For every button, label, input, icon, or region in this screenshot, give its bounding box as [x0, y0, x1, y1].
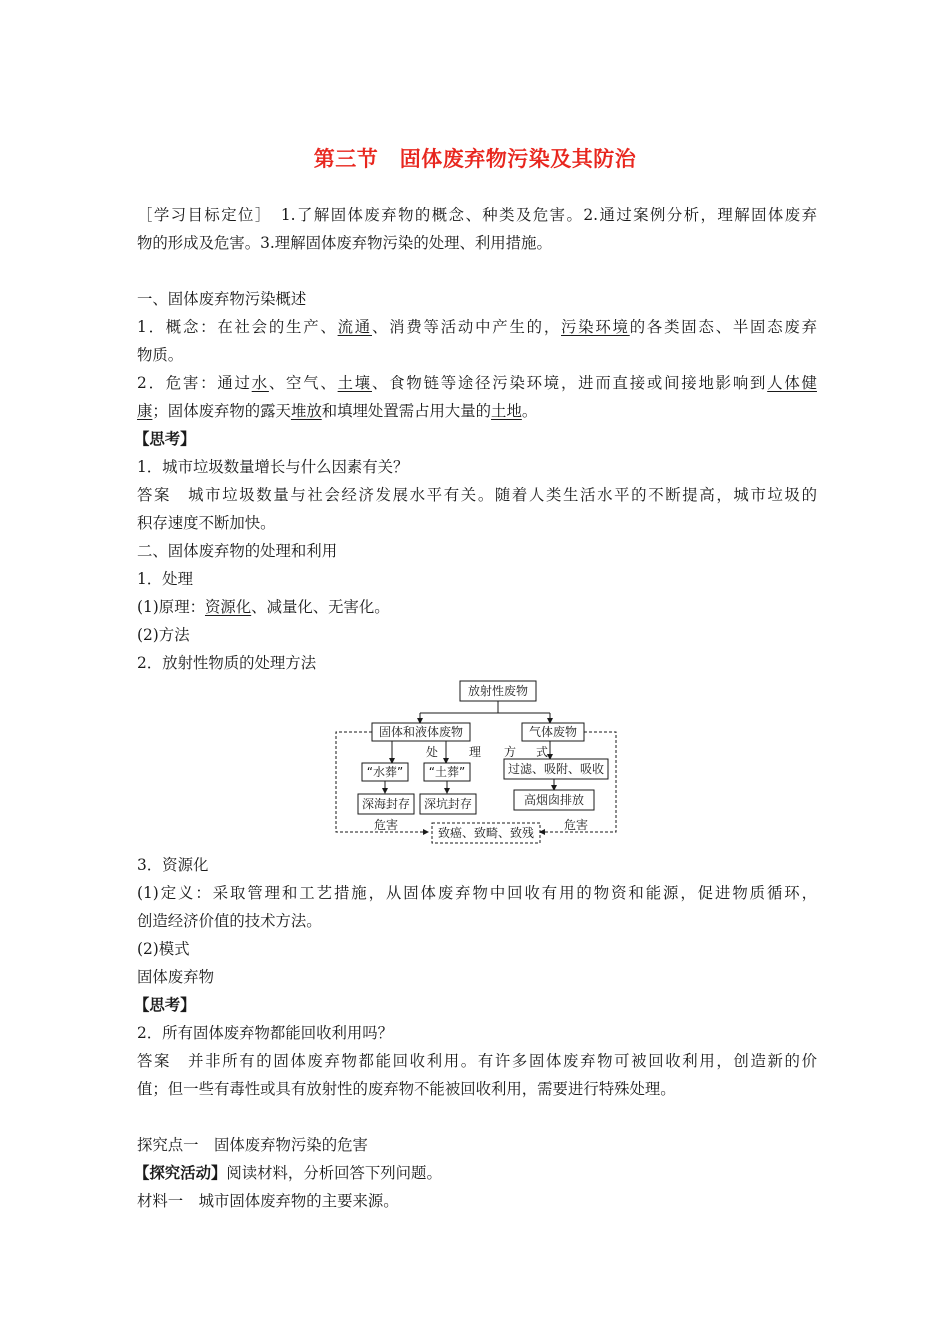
node-result: 致癌、致畸、致残 [437, 826, 535, 840]
answer-2-line-2: 值；但一些有毒性或具有放射性的废弃物不能被回收利用，需要进行特殊处理。 [137, 1080, 676, 1098]
text-block-lower [134, 851, 817, 1215]
definition-line-1: (1)定义：采取管理和工艺措施，从固体废弃物中回收有用的物资和能源，促进物质循环， [137, 884, 817, 902]
activity-label: 【探究活动】 [134, 1164, 227, 1182]
text-block-upper [134, 201, 817, 677]
answer-1-line-1: 答案 城市垃圾数量与社会经济发展水平有关。随着人类生活水平的不断提高，城市垃圾的 [137, 486, 817, 504]
node-tall-chimney: 高烟囱排放 [523, 793, 585, 807]
method-char-4: 式 [535, 745, 549, 759]
concept-line-2: 物质。 [137, 346, 184, 364]
answer-2-line-1: 答案 并非所有的固体废弃物都能回收利用。有许多固体废弃物可被回收利用，创造新的价 [137, 1052, 817, 1070]
answer-1-line-2: 积存速度不断加快。 [137, 514, 276, 532]
mode-item: 固体废弃物 [137, 968, 214, 986]
method-line: (2)方法 [137, 626, 190, 644]
concept-line-1: 1．概念：在社会的生产、流通、消费等活动中产生的，污染环境的各类固态、半固态废弃 [137, 318, 817, 336]
question-1: 1．城市垃圾数量增长与什么因素有关？ [137, 458, 409, 476]
section1-heading: 一、固体废弃物污染概述 [137, 290, 307, 308]
treatment-item: 1．处理 [137, 570, 193, 588]
blank-soil: 土壤 [337, 374, 372, 392]
section2-heading: 二、固体废弃物的处理和利用 [137, 542, 338, 560]
material-1: 材料一 城市固体废弃物的主要来源。 [137, 1192, 399, 1210]
node-pit-storage: 深坑封存 [423, 797, 473, 811]
think-label-1: 【思考】 [134, 430, 196, 448]
resource-item: 3．资源化 [137, 856, 209, 874]
page-title: 第三节 固体废弃物污染及其防治 [313, 146, 637, 171]
blank-human-health: 人体健 [767, 374, 817, 392]
node-radioactive-waste: 放射性废物 [467, 684, 529, 698]
method-char-1: 处 [425, 745, 439, 759]
objectives-line-2: 物的形成及危害。3.理解固体废弃物污染的处理、利用措施。 [137, 234, 552, 252]
principle-line: (1)原理：资源化、减量化、无害化。 [137, 598, 390, 616]
node-soil-burial: “土葬” [428, 765, 466, 779]
objectives-line-1: ［学习目标定位］ 1.了解固体废弃物的概念、种类及危害。2.通过案例分析，理解固体废弃 [137, 206, 817, 224]
radioactive-item: 2．放射性物质的处理方法 [137, 654, 317, 672]
radioactive-treatment-diagram [332, 677, 622, 849]
node-water-burial: “水葬” [366, 765, 404, 779]
harm-line-1: 2．危害：通过水、空气、土壤、食物链等途径污染环境，进而直接或间接地影响到人体健 [137, 374, 817, 392]
blank-circulation: 流通 [337, 318, 372, 336]
blank-water: 水 [251, 374, 269, 392]
method-char-3: 方 [503, 745, 517, 759]
think-label-2: 【思考】 [134, 996, 196, 1014]
blank-piling: 堆放 [290, 402, 322, 420]
blank-resource: 资源化 [204, 598, 252, 616]
node-filter-absorb: 过滤、吸附、吸收 [507, 762, 605, 776]
node-sea-storage: 深海封存 [361, 797, 411, 811]
node-gas-waste: 气体废物 [528, 725, 578, 739]
question-2: 2．所有固体废弃物都能回收利用吗？ [137, 1024, 394, 1042]
definition-line-2: 创造经济价值的技术方法。 [137, 912, 322, 930]
blank-pollute-environment: 污染环境 [561, 318, 630, 336]
method-char-2: 理 [468, 745, 482, 759]
label-harm-right: 危害 [563, 818, 589, 832]
harm-line-2: 康；固体废弃物的露天堆放和填埋处置需占用大量的土地。 [137, 402, 538, 420]
inquiry-point: 探究点一 固体废弃物污染的危害 [137, 1136, 368, 1154]
node-solid-liquid-waste: 固体和液体废物 [378, 725, 464, 739]
label-harm-left: 危害 [373, 818, 399, 832]
blank-land: 土地 [491, 402, 522, 420]
inquiry-activity: 【探究活动】阅读材料，分析回答下列问题。 [134, 1164, 442, 1182]
mode-line: (2)模式 [137, 940, 190, 958]
